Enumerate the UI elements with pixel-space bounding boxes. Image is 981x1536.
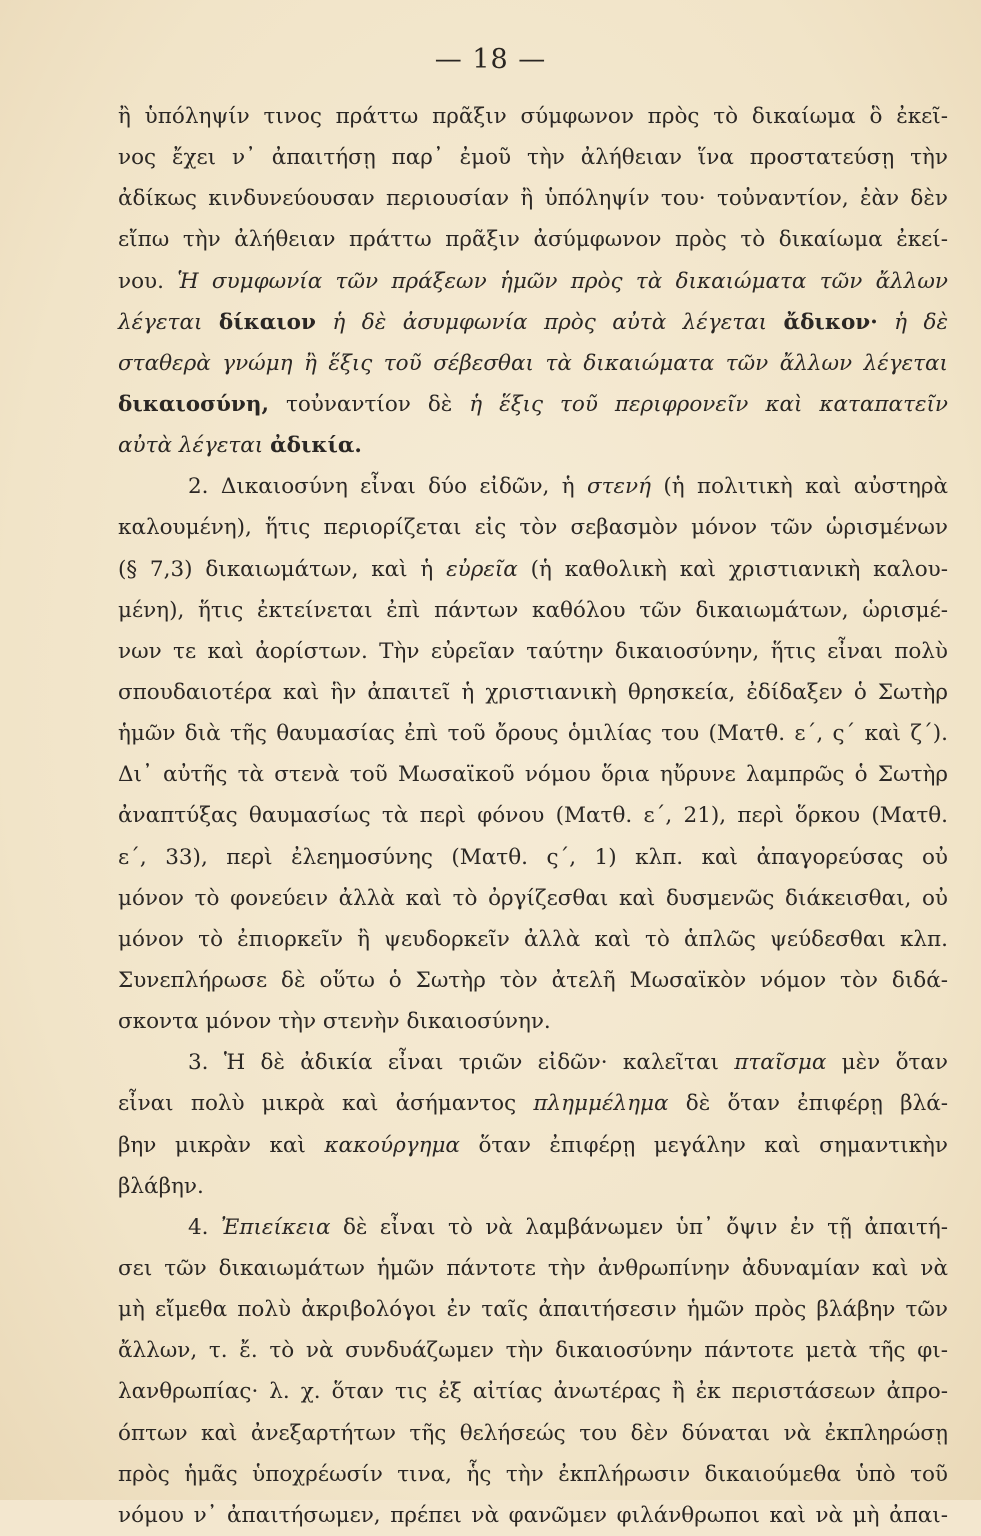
text-span: (ἡ πολιτικὴ καὶ αὐστηρὰ	[651, 474, 948, 500]
bold-term-dikaion: δίκαιον	[218, 309, 316, 335]
text-span: μόνον τὸ φονεύειν ἀλλὰ καὶ τὸ ὀργίζεσθαι καὶ δυσμενῶς διάκεισθαι, οὐ	[118, 885, 948, 911]
text-span: 3. Ἡ δὲ ἀδικία εἶναι τριῶν εἰδῶν· καλεῖται	[188, 1050, 735, 1076]
text-line	[118, 1413, 948, 1454]
text-span: (ἡ καθολικὴ καὶ χριστιανικὴ καλου-	[517, 556, 948, 582]
text-line	[118, 343, 948, 384]
text-span: (§ 7,3) δικαιωμάτων, καὶ ἡ	[118, 556, 447, 582]
text-span: εἴπω τὴν ἀλήθειαν πράττω πρᾶξιν ἀσύμφωνον πρὸς τὸ δικαίωμα ἐκεί-	[118, 227, 948, 253]
text-span: δὲ ὅταν ἐπιφέρῃ βλά-	[668, 1091, 948, 1117]
text-line	[118, 302, 948, 343]
text-span: λανθρωπίας· λ. χ. ὅταν τις ἐξ αἰτίας ἀνωτέρας ἢ ἐκ περιστάσεων ἀπρο-	[118, 1379, 948, 1405]
text-line	[118, 384, 948, 425]
bold-term-adikon: ἄδικον·	[783, 309, 878, 335]
text-line	[118, 1454, 948, 1495]
text-line	[118, 261, 948, 302]
text-span: ἄλλων, τ. ἔ. τὸ νὰ συνδυάζωμεν τὴν δικαιοσύνην πάντοτε μετὰ τῆς φι-	[118, 1338, 948, 1364]
text-span: Συνεπλήρωσε δὲ οὕτω ὁ Σωτὴρ τὸν ἀτελῆ Μωσαϊκὸν νόμον τὸν διδά-	[118, 967, 948, 993]
text-span: σει τῶν δικαιωμάτων ἡμῶν πάντοτε τὴν ἀνθρωπίνην ἀδυναμίαν καὶ νὰ	[118, 1255, 948, 1281]
italic-span: σταθερὰ γνώμη ἢ ἕξις τοῦ σέβεσθαι τὰ δικαιώματα τῶν ἄλλων λέγεται	[118, 350, 948, 376]
text-span: μένη), ἥτις ἐκτείνεται ἐπὶ πάντων καθόλου τῶν δικαιωμάτων, ὡρισμέ-	[118, 597, 948, 623]
text-span: ε΄, 33), περὶ ἐλεημοσύνης (Ματθ. ς΄, 1) κλπ. καὶ ἀπαγορεύσας οὐ	[118, 844, 948, 870]
italic-span: ἡ δὲ	[877, 309, 948, 335]
text-line	[118, 1248, 948, 1289]
italic-span: κακούργημα	[324, 1132, 460, 1158]
text-span: 2. Δικαιοσύνη εἶναι δύο εἰδῶν, ἡ	[188, 474, 587, 500]
italic-span: ἡ ἕξις τοῦ περιφρονεῖν καὶ καταπατεῖν	[469, 391, 949, 417]
text-line	[118, 549, 948, 590]
page-number: — 18 —	[434, 44, 547, 75]
text-span: νόμου ν᾽ ἀπαιτήσωμεν, πρέπει νὰ φανῶμεν φιλάνθρωποι καὶ νὰ μὴ ἀπαι-	[118, 1502, 948, 1528]
text-span: ἢ ὑπόληψίν τινος πράττω πρᾶξιν σύμφωνον πρὸς τὸ δικαίωμα ὃ ἐκεῖ-	[118, 104, 948, 129]
text-line	[118, 795, 948, 836]
text-line	[118, 1495, 948, 1536]
text-span: νου.	[118, 268, 178, 294]
paragraph-3-start	[118, 1042, 948, 1083]
text-line	[118, 713, 948, 754]
text-span: μὴ εἴμεθα πολὺ ἀκριβολόγοι ἐν ταῖς ἀπαιτήσεσιν ἡμῶν πρὸς βλάβην τῶν	[118, 1297, 948, 1323]
text-span: μὲν ὅταν	[826, 1050, 948, 1076]
text-span: νων τε καὶ ἀορίστων. Τὴν εὐρεῖαν ταύτην δικαιοσύνην, ἥτις εἶναι πολὺ	[118, 638, 948, 664]
text-span: δὲ εἶναι τὸ νὰ λαμβάνωμεν ὑπ᾽ ὄψιν ἐν τῇ ἀπαιτή-	[330, 1214, 948, 1240]
text-line	[118, 878, 948, 919]
text-line	[118, 754, 948, 795]
text-span: Δι᾽ αὐτῆς τὰ στενὰ τοῦ Μωσαϊκοῦ νόμου ὅρια ηὔρυνε λαμπρῶς ὁ Σωτὴρ	[118, 762, 948, 788]
text-line	[118, 178, 948, 219]
text-line	[118, 1125, 948, 1166]
text-span: 4.	[188, 1214, 222, 1240]
text-line	[118, 631, 948, 672]
text-span: πρὸς ἡμᾶς ὑποχρέωσίν τινα, ἧς τὴν ἐκπλήρωσιν δικαιούμεθα ὑπὸ τοῦ	[118, 1461, 948, 1487]
italic-span: λέγεται	[118, 309, 219, 335]
italic-span: Ἡ συμφωνία τῶν πράξεων ἡμῶν πρὸς τὰ δικαιώματα τῶν ἄλλων	[177, 268, 948, 294]
paragraph-4-start	[118, 1207, 948, 1248]
text-line	[118, 1083, 948, 1124]
text-line	[118, 425, 948, 466]
bold-term-dikaiosyni: δικαιοσύνη,	[118, 391, 269, 417]
italic-span: εὐρεῖα	[446, 556, 518, 582]
italic-span: πλημμέλημα	[533, 1091, 669, 1117]
text-line	[118, 1289, 948, 1330]
text-span: ἀναπτύξας θαυμασίως τὰ περὶ φόνου (Ματθ. ε΄, 21), περὶ ὅρκου (Ματθ.	[118, 803, 948, 829]
italic-span: Ἐπιείκεια	[221, 1214, 331, 1240]
text-span: σκοντα μόνον τὴν στενὴν δικαιοσύνην.	[118, 1009, 551, 1035]
text-line	[118, 960, 948, 1001]
italic-span: αὐτὰ λέγεται	[118, 433, 271, 459]
text-span: ὅταν ἐπιφέρῃ μεγάλην καὶ σημαντικὴν	[459, 1132, 948, 1158]
body-text	[118, 96, 948, 1536]
paragraph-2-start	[118, 466, 948, 507]
text-line	[118, 219, 948, 260]
italic-span: πταῖσμα	[734, 1050, 827, 1076]
text-line	[118, 96, 948, 137]
italic-span: στενή	[586, 474, 651, 500]
text-span: ἀδίκως κινδυνεύουσαν περιουσίαν ἢ ὑπόληψίν του· τοὐναντίον, ἐὰν δὲν	[118, 186, 948, 212]
text-line	[118, 507, 948, 548]
text-line	[118, 837, 948, 878]
text-line	[118, 1330, 948, 1371]
text-span: σπουδαιοτέρα καὶ ἣν ἀπαιτεῖ ἡ χριστιανικὴ θρησκεία, ἐδίδαξεν ὁ Σωτὴρ	[118, 679, 948, 705]
text-span: εἶναι πολὺ μικρὰ καὶ ἀσήμαντος	[118, 1091, 534, 1117]
text-span: μόνον τὸ ἐπιορκεῖν ἢ ψευδορκεῖν ἀλλὰ καὶ τὸ ἁπλῶς ψεύδεσθαι κλπ.	[118, 926, 948, 952]
text-line	[118, 1001, 948, 1042]
text-line	[118, 1166, 948, 1207]
text-line	[118, 672, 948, 713]
bold-term-adikia: ἀδικία.	[270, 433, 362, 459]
text-span: τοὐναντίον δὲ	[268, 391, 470, 417]
italic-span: ἡ δὲ ἀσυμφωνία πρὸς αὐτὰ λέγεται	[315, 309, 784, 335]
text-span: καλουμένη), ἥτις περιορίζεται εἰς τὸν σεβασμὸν μόνον τῶν ὡρισμένων	[118, 515, 948, 541]
text-line	[118, 1371, 948, 1412]
text-span: νος ἔχει ν᾽ ἀπαιτήσῃ παρ᾽ ἐμοῦ τὴν ἀλήθειαν ἵνα προστατεύσῃ τὴν	[118, 145, 948, 171]
text-span: όπτων καὶ ἀνεξαρτήτων τῆς θελήσεώς του δὲν δύναται νὰ ἐκπληρώσῃ	[118, 1420, 948, 1446]
text-span: βην μικρὰν καὶ	[118, 1132, 325, 1158]
text-span: βλάβην.	[118, 1173, 204, 1199]
text-line	[118, 590, 948, 631]
text-span: ἡμῶν διὰ τῆς θαυμασίας ἐπὶ τοῦ ὄρους ὁμιλίας του (Ματθ. ε΄, ς΄ καὶ ζ΄).	[118, 721, 948, 747]
text-line	[118, 137, 948, 178]
text-line	[118, 919, 948, 960]
